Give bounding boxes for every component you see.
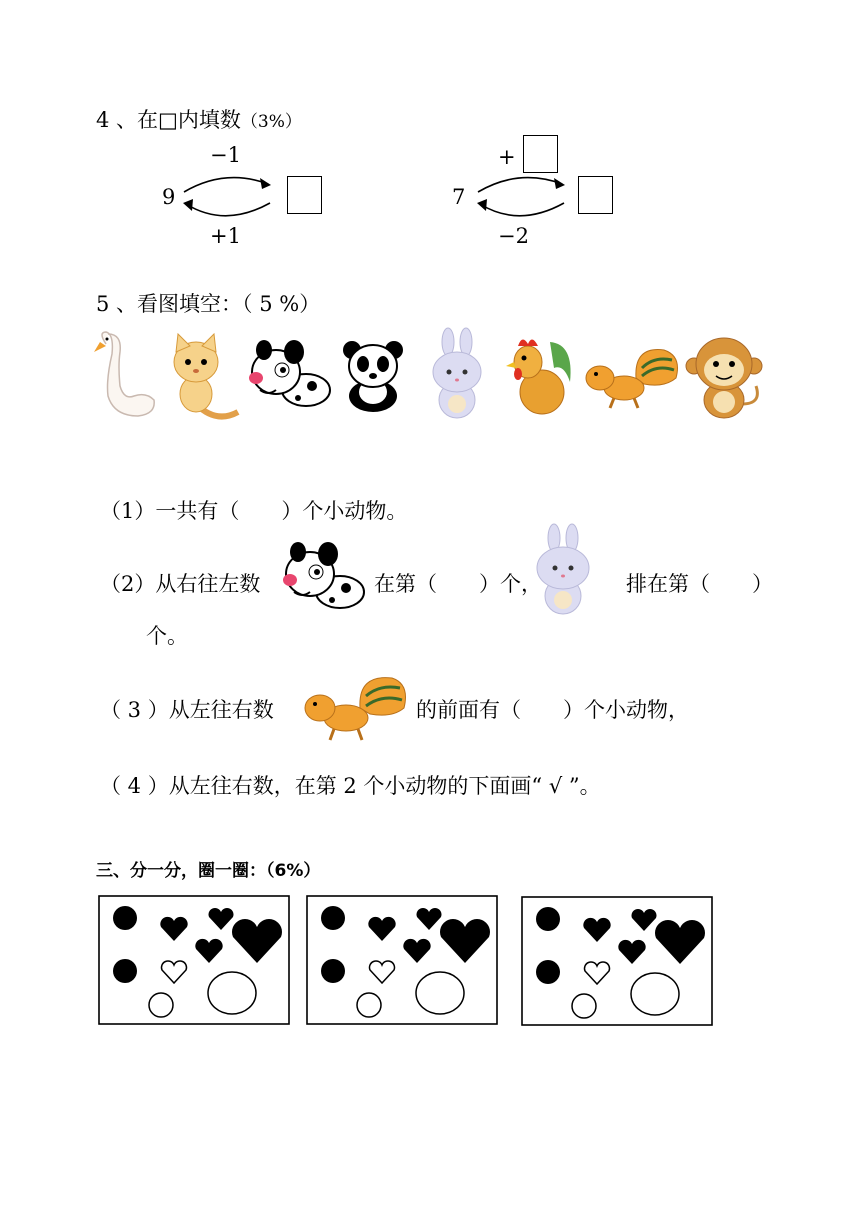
q4-right-start: 7: [452, 185, 466, 209]
rabbit-icon: [428, 328, 486, 420]
q4-left-bottom-op: +1: [210, 224, 241, 248]
q5-item-2-a: （2）从右往左数: [100, 572, 261, 596]
q4-right-arrows: [474, 170, 574, 220]
q5-item-2-d: 个。: [146, 624, 188, 648]
shape-panel-3: [521, 896, 713, 1026]
shape-panel-2: [306, 895, 498, 1025]
rabbit-icon: [532, 524, 596, 616]
cat-icon: [166, 334, 242, 422]
q5-item-1: （1）一共有（ ）个小动物。: [100, 499, 408, 523]
q4-left-start: 9: [162, 185, 176, 209]
q4-right-top-op: +: [498, 145, 516, 169]
q4-left-arrows: [180, 170, 280, 220]
dog-icon: [246, 340, 334, 412]
q5-item-4: （ 4 ）从左往右数，在第 2 个小动物的下面画“ √ ”。: [100, 774, 601, 798]
q4-title: 4 、在□内填数（3%）: [96, 108, 302, 132]
q5-item-2-b: 在第（ ）个，: [374, 572, 542, 596]
q5-item-3-a: （ 3 ）从左往右数: [100, 698, 274, 722]
q5-item-2-c: 排在第（ ）: [626, 572, 773, 596]
monkey-icon: [686, 334, 762, 420]
swan-icon: [94, 330, 160, 422]
q4-right-answer-box[interactable]: [578, 176, 613, 214]
q4-left-answer-box[interactable]: [287, 176, 322, 214]
dog-icon: [280, 542, 368, 614]
q4-right-op-box[interactable]: [523, 135, 558, 173]
q4-left-top-op: −1: [210, 143, 241, 167]
rooster-icon: [506, 334, 576, 420]
q5-title: 5 、看图填空：（ 5 %）: [96, 292, 321, 316]
squirrel-icon: [302, 672, 412, 742]
shape-panel-1: [98, 895, 290, 1025]
q5-item-3-b: 的前面有（ ）个小动物，: [416, 698, 689, 722]
q4-right-bottom-op: −2: [498, 224, 529, 248]
panda-icon: [342, 338, 404, 414]
section-3-title: 三、分一分，圈一圈：（6%）: [96, 861, 321, 881]
squirrel-icon: [584, 344, 680, 410]
